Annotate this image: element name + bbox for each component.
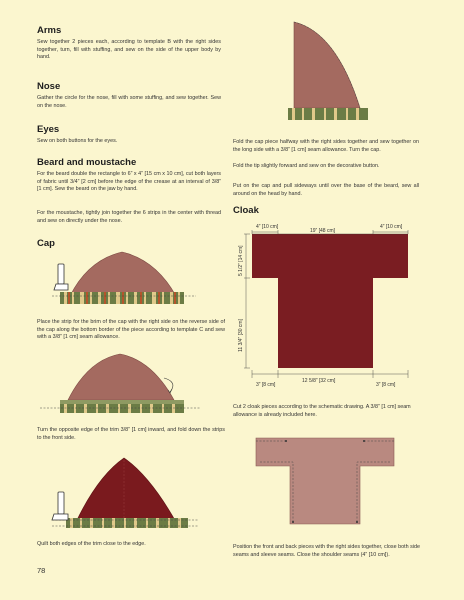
sewing-machine-foot-icon: [54, 264, 68, 290]
cap-step3-text: Quilt both edges of the trim close to the edge.: [37, 541, 146, 547]
dim-top-right: 4” [10 cm]: [380, 224, 403, 230]
cap-step3-illustration: [50, 456, 200, 536]
nose-text: Gather the circle for the nose, fill with some stuffing, and sew together. Sew on the nose.: [37, 95, 221, 109]
put-on-cap-text: Put on the cap and pull sideways until over the base of the beard, sew all around on the head by hand.: [233, 183, 419, 197]
nose-heading: Nose: [37, 81, 61, 92]
dim-side-lower: 11 3/4” [30 cm]: [238, 319, 244, 352]
moustache-text: For the moustache, tightly join together the 6 strips in the center with thread and sew on directly under the nose.: [37, 210, 221, 224]
arms-heading: Arms: [37, 25, 62, 36]
cloak-schematic: [230, 220, 430, 400]
folded-cap-illustration: [284, 18, 374, 130]
beard-text: For the beard double the rectangle to 6” x 4” [15 cm x 10 cm], cut both layers of fabric until 3/4” [2 cm] before the edge of the crease at an interval of 3/8” [1 cm]. Sew the beard on the jaw by hand.: [37, 171, 221, 193]
dim-bottom-middle: 12 5/8” [32 cm]: [302, 378, 336, 384]
eyes-text: Sew on both buttons for the eyes.: [37, 138, 118, 144]
beard-heading: Beard and moustache: [37, 157, 137, 168]
page-number: 78: [37, 566, 46, 575]
fold-cap-text: Fold the cap piece halfway with the right sides together and sew together on the long side with a 3/8” [1 cm] seam allowance. Turn the cap.: [233, 139, 419, 153]
dim-top-middle: 19” [48 cm]: [310, 228, 336, 234]
dim-bottom-left: 3” [8 cm]: [256, 382, 276, 388]
decorative-button-text: Fold the tip slightly forward and sew on the decorative button.: [233, 163, 380, 169]
dim-bottom-right: 3” [8 cm]: [376, 382, 396, 388]
arms-text: Sew together 2 pieces each, according to template B with the right sides together, turn, fill with stuffing, and sew on the side of the upper body by hand.: [37, 39, 221, 61]
cloak-piece: [252, 234, 408, 368]
cloak-cut-text: Cut 2 cloak pieces according to the schematic drawing. A 3/8” [1 cm] seam allowance is already included here.: [233, 404, 411, 418]
cap-heading: Cap: [37, 238, 55, 249]
cloak-heading: Cloak: [233, 205, 259, 216]
cap-step1-text: Place the strip for the brim of the cap with the right side on the reverse side of the cap along the bottom border of the piece according to template C and sew with a 3/8” [1 cm] seam allowance.: [37, 319, 225, 341]
trim-strip: [52, 292, 196, 304]
dim-side-upper: 5 1/2” [14 cm]: [238, 245, 244, 276]
cap-step2-illustration: [40, 352, 200, 418]
cap-step2-text: Turn the opposite edge of the trim 3/8” [1 cm] inward, and fold down the strips to the front side.: [37, 427, 225, 441]
sewn-cloak-illustration: [250, 436, 400, 528]
cloak-sew-text: Position the front and back pieces with the right sides together, close both side seams and sleeve seams. Close the shoulder seams (4” [10 cm]).: [233, 544, 420, 558]
cap-step1-illustration: [50, 250, 200, 312]
eyes-heading: Eyes: [37, 124, 60, 135]
dim-top-left: 4” [10 cm]: [256, 224, 279, 230]
